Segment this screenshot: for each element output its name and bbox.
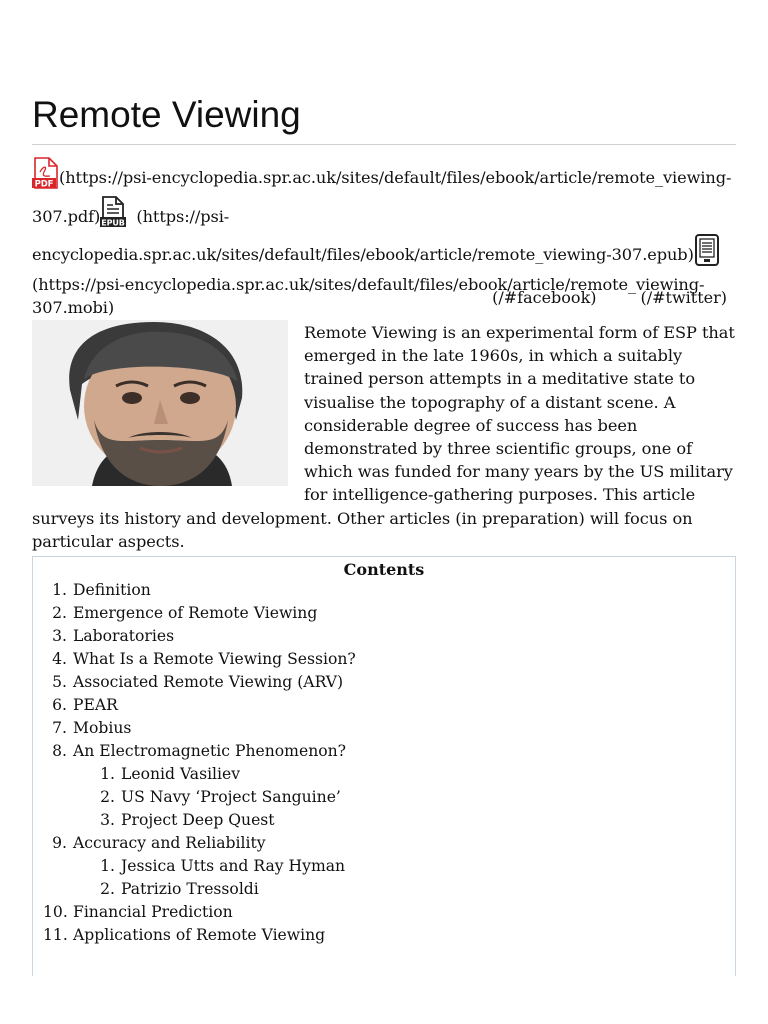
toc-item-number: 1. bbox=[52, 581, 67, 599]
toc-item-link[interactable]: Project Deep Quest bbox=[121, 811, 275, 829]
twitter-share-link[interactable]: (/#twitter) bbox=[640, 288, 727, 307]
mobi-download-link[interactable]: (https://psi-encyclopedia.spr.ac.uk/sites/default/files/ebook/article/remote_viewing-307.mobi) bbox=[32, 274, 705, 317]
epub-download-link[interactable]: (https://psi-encyclopedia.spr.ac.uk/sites/default/files/ebook/article/remote_viewing-307.epub) bbox=[32, 206, 694, 264]
epub-icon[interactable] bbox=[100, 196, 126, 235]
table-of-contents bbox=[32, 556, 736, 976]
toc-item-link[interactable]: What Is a Remote Viewing Session? bbox=[73, 650, 356, 668]
toc-subitem[interactable] bbox=[91, 765, 240, 783]
intro-text: Remote Viewing is an experimental form of ESP that emerged in the late 1960s, in which a suitably trained person attempts in a meditative state to visualise the topography of a distant scene. A considerable degree of success has been demonstrated by three scientific groups, one of which was funded for many years by the US military for intelligence-gathering purposes. This article surveys its history and development. Other articles (in preparation) will focus on particular aspects. bbox=[32, 323, 735, 551]
toc-item[interactable] bbox=[43, 673, 343, 691]
toc-item[interactable] bbox=[43, 650, 356, 668]
pdf-download-link[interactable]: (https://psi-encyclopedia.spr.ac.uk/sites/default/files/ebook/article/remote_viewing-307.pdf) bbox=[32, 168, 732, 226]
toc-item-link[interactable]: Laboratories bbox=[73, 627, 175, 645]
toc-item-link[interactable]: Jessica Utts and Ray Hyman bbox=[121, 857, 346, 875]
toc-item[interactable] bbox=[43, 696, 118, 714]
toc-item-number: 2. bbox=[100, 880, 115, 898]
toc-item-link[interactable]: Patrizio Tressoldi bbox=[121, 880, 259, 898]
toc-item-link[interactable]: Leonid Vasiliev bbox=[121, 765, 241, 783]
pdf-icon[interactable] bbox=[32, 157, 59, 196]
facebook-share-link[interactable]: (/#facebook) bbox=[492, 288, 597, 307]
toc-item-link[interactable]: Definition bbox=[73, 581, 151, 599]
toc-item-number: 4. bbox=[52, 650, 67, 668]
svg-text:PDF: PDF bbox=[34, 179, 54, 189]
toc-item-link[interactable]: PEAR bbox=[73, 696, 118, 714]
toc-item[interactable] bbox=[43, 742, 346, 760]
toc-item-number: 5. bbox=[52, 673, 67, 691]
toc-item[interactable] bbox=[43, 926, 325, 944]
toc-item-number: 6. bbox=[52, 696, 67, 714]
toc-item-link[interactable]: Accuracy and Reliability bbox=[73, 834, 266, 852]
toc-item-link[interactable]: Mobius bbox=[73, 719, 132, 737]
toc-item[interactable] bbox=[43, 581, 151, 599]
toc-item-link[interactable]: An Electromagnetic Phenomenon? bbox=[73, 742, 347, 760]
toc-item[interactable] bbox=[43, 627, 174, 645]
toc-item-number: 3. bbox=[52, 627, 67, 645]
toc-subitem[interactable] bbox=[91, 788, 341, 806]
toc-item-number: 2. bbox=[100, 788, 115, 806]
ereader-icon[interactable] bbox=[694, 234, 720, 273]
toc-item-number: 1. bbox=[100, 765, 115, 783]
toc-item[interactable] bbox=[43, 719, 131, 737]
toc-item-number: 1. bbox=[100, 857, 115, 875]
title-divider bbox=[32, 144, 736, 145]
toc-item-link[interactable]: Financial Prediction bbox=[73, 903, 233, 921]
toc-item-number: 9. bbox=[52, 834, 67, 852]
toc-item-link[interactable]: Emergence of Remote Viewing bbox=[73, 604, 318, 622]
toc-item-number: 7. bbox=[52, 719, 67, 737]
toc-item-link[interactable]: Associated Remote Viewing (ARV) bbox=[73, 673, 344, 691]
toc-item-number: 3. bbox=[100, 811, 115, 829]
toc-item[interactable] bbox=[43, 834, 266, 852]
svg-text:EPUB: EPUB bbox=[101, 218, 126, 227]
toc-title: Contents bbox=[343, 560, 425, 579]
toc-item-number: 8. bbox=[52, 742, 67, 760]
toc-subitem[interactable] bbox=[91, 811, 275, 829]
page-title: Remote Viewing bbox=[32, 94, 301, 135]
toc-item-number: 11. bbox=[43, 926, 68, 944]
toc-item-link[interactable]: Applications of Remote Viewing bbox=[73, 926, 326, 944]
toc-subitem[interactable] bbox=[91, 880, 259, 898]
toc-subitem[interactable] bbox=[91, 857, 345, 875]
toc-item[interactable] bbox=[43, 903, 233, 921]
toc-item-number: 10. bbox=[43, 903, 68, 921]
toc-item-number: 2. bbox=[52, 604, 67, 622]
social-links bbox=[492, 288, 727, 307]
intro-paragraph bbox=[32, 321, 738, 553]
toc-item-link[interactable]: US Navy ‘Project Sanguine’ bbox=[121, 788, 341, 806]
toc-item[interactable] bbox=[43, 604, 317, 622]
